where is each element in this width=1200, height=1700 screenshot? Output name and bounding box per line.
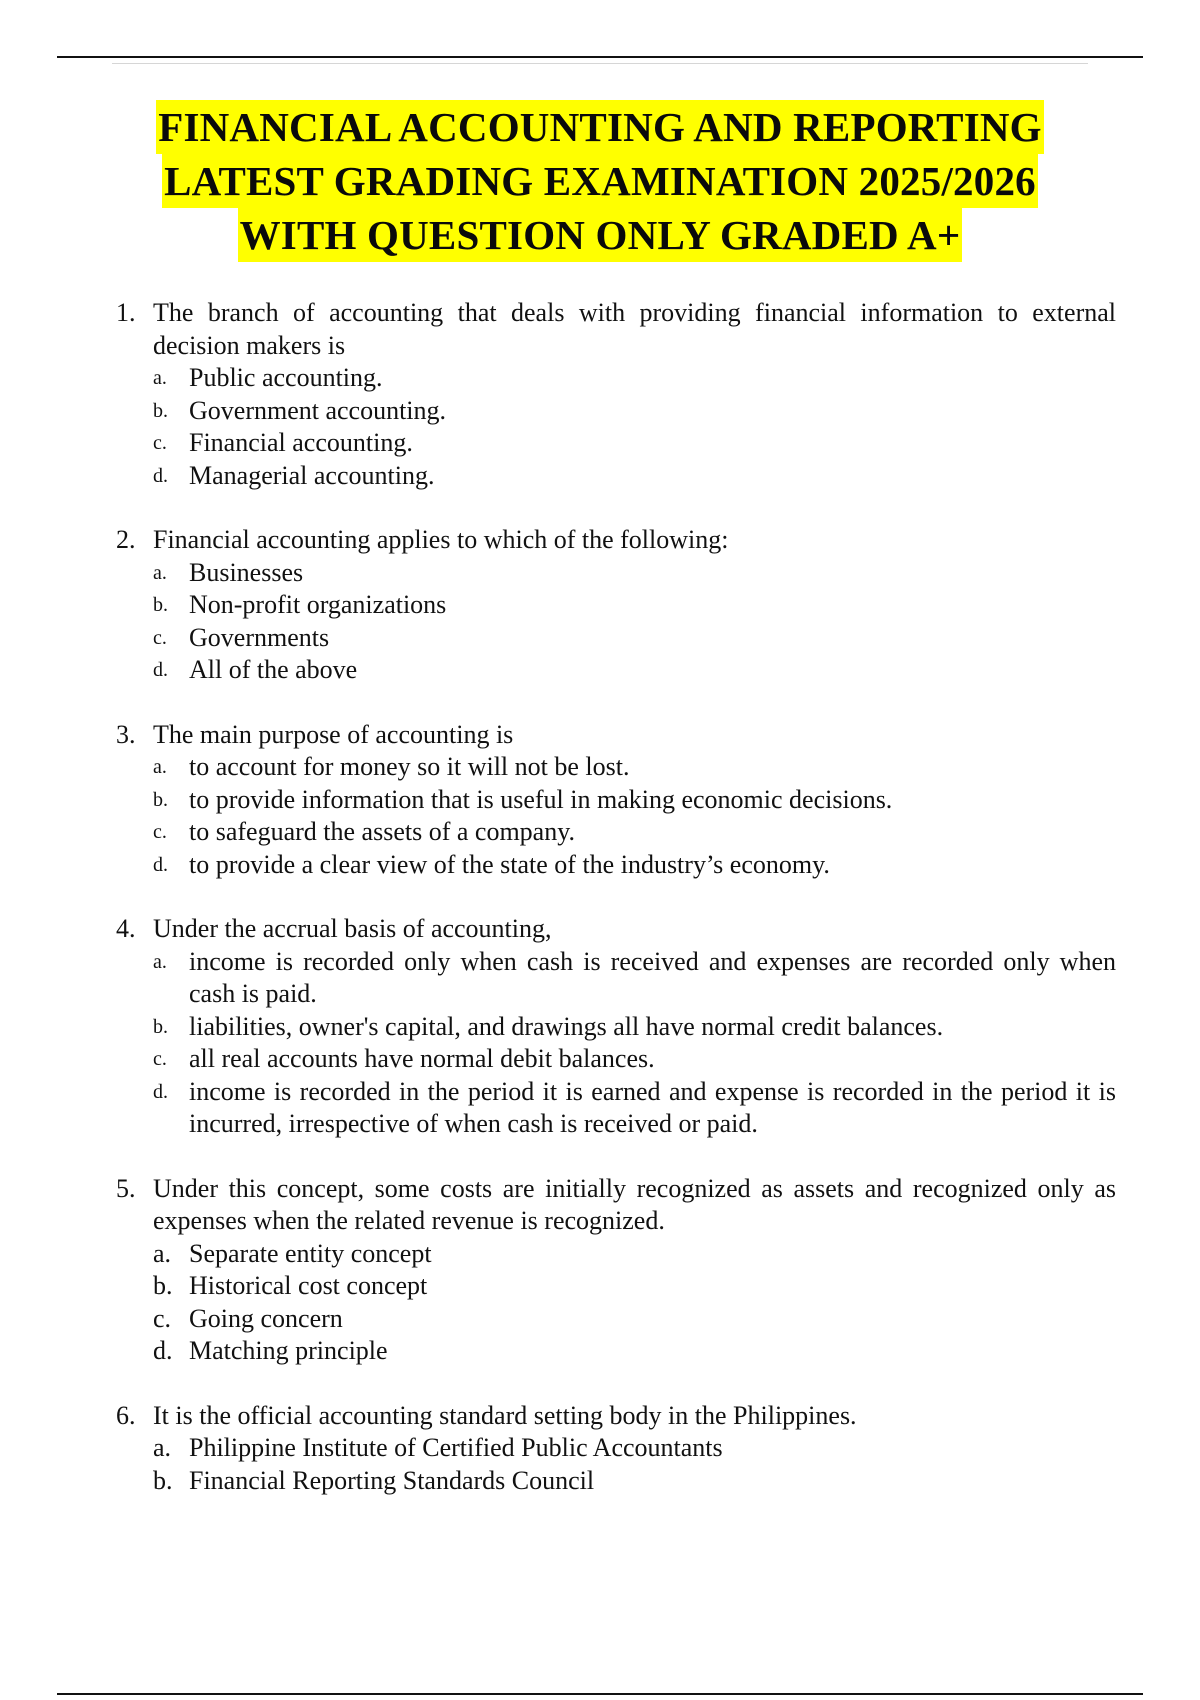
- title-line-1: FINANCIAL ACCOUNTING AND REPORTING: [156, 100, 1044, 154]
- option-text: liabilities, owner's capital, and drawings all have normal credit balances.: [189, 1011, 944, 1041]
- option-letter: b.: [153, 1465, 173, 1495]
- title-line-2: LATEST GRADING EXAMINATION 2025/2026: [162, 154, 1038, 208]
- option-b: [153, 1011, 1116, 1044]
- option-letter: c.: [153, 821, 167, 843]
- option-a: [153, 751, 1116, 784]
- option-letter: b.: [153, 1015, 168, 1038]
- option-text: Governments: [189, 622, 330, 652]
- option-a: [153, 362, 1116, 395]
- option-letter: c.: [153, 1303, 172, 1333]
- option-text: Philippine Institute of Certified Public Accountants: [189, 1433, 723, 1462]
- question-number: 4.: [116, 914, 136, 943]
- option-b: [153, 1465, 1116, 1498]
- question-number: 6.: [116, 1400, 136, 1430]
- option-b: [153, 1270, 1116, 1303]
- question-number: 2.: [116, 525, 136, 554]
- option-letter: c.: [153, 432, 167, 454]
- option-letter: a.: [153, 367, 167, 389]
- option-d: [153, 849, 1116, 882]
- option-text: to provide information that is useful in making economic decisions.: [189, 784, 893, 814]
- option-list: [153, 1432, 1116, 1497]
- option-text: Historical cost concept: [189, 1271, 428, 1300]
- document-title: [0, 100, 1200, 262]
- question-number: 3.: [116, 719, 136, 749]
- question-number: 5.: [116, 1173, 136, 1203]
- option-text: Matching principle: [189, 1336, 388, 1365]
- question-6: [116, 1400, 1116, 1498]
- option-text: Government accounting.: [189, 395, 447, 425]
- option-a: [153, 1432, 1116, 1465]
- question-5: [116, 1173, 1116, 1368]
- question-text: The branch of accounting that deals with providing financial information to external decision makers is: [153, 298, 1116, 360]
- question-2: [116, 524, 1116, 687]
- question-text: Financial accounting applies to which of the following:: [153, 525, 729, 554]
- option-d: [153, 1076, 1116, 1141]
- question-4: [116, 913, 1116, 1141]
- option-c: [153, 1303, 1116, 1336]
- option-text: to provide a clear view of the state of the industry’s economy.: [189, 849, 830, 879]
- option-letter: a.: [153, 950, 167, 973]
- option-text: Financial accounting.: [189, 428, 413, 457]
- option-text: Financial Reporting Standards Council: [189, 1465, 595, 1495]
- title-line-3: WITH QUESTION ONLY GRADED A+: [238, 208, 963, 262]
- bottom-rule: [57, 1693, 1143, 1695]
- option-text: income is recorded only when cash is received and expenses are recorded only when cash is paid.: [189, 946, 1116, 1008]
- option-letter: d.: [153, 1336, 173, 1365]
- option-text: Non-profit organizations: [189, 590, 447, 619]
- question-number: 1.: [116, 298, 136, 327]
- option-letter: b.: [153, 788, 168, 811]
- question-3: [116, 719, 1116, 882]
- option-list: [153, 946, 1116, 1141]
- option-text: all real accounts have normal debit balances.: [189, 1044, 655, 1073]
- question-text: It is the official accounting standard setting body in the Philippines.: [153, 1400, 857, 1430]
- option-letter: d.: [153, 853, 168, 876]
- option-letter: a.: [153, 756, 167, 778]
- option-c: [153, 1043, 1116, 1076]
- option-b: [153, 784, 1116, 817]
- option-list: [153, 362, 1116, 492]
- option-list: [153, 557, 1116, 687]
- option-letter: c.: [153, 1048, 167, 1070]
- option-d: [153, 654, 1116, 687]
- option-letter: c.: [153, 626, 167, 649]
- option-list: [153, 1238, 1116, 1368]
- option-c: [153, 622, 1116, 655]
- top-rule: [57, 56, 1143, 58]
- option-letter: a.: [153, 561, 167, 584]
- option-text: to account for money so it will not be lost.: [189, 752, 630, 781]
- option-b: [153, 395, 1116, 428]
- option-a: [153, 946, 1116, 1011]
- option-d: [153, 1335, 1116, 1368]
- option-letter: d.: [153, 659, 168, 681]
- option-letter: a.: [153, 1238, 172, 1268]
- question-text: Under the accrual basis of accounting,: [153, 914, 552, 943]
- question-1: [116, 297, 1116, 492]
- option-c: [153, 427, 1116, 460]
- option-letter: d.: [153, 1080, 168, 1103]
- header-divider: [112, 63, 1088, 64]
- option-c: [153, 816, 1116, 849]
- option-list: [153, 751, 1116, 881]
- option-text: Businesses: [189, 557, 304, 587]
- option-letter: d.: [153, 464, 168, 487]
- option-letter: b.: [153, 594, 168, 616]
- option-text: Separate entity concept: [189, 1238, 432, 1268]
- option-a: [153, 557, 1116, 590]
- question-list: [116, 297, 1116, 1529]
- option-text: All of the above: [189, 655, 358, 684]
- option-letter: b.: [153, 399, 168, 422]
- option-b: [153, 589, 1116, 622]
- option-text: Public accounting.: [189, 363, 383, 392]
- option-text: Managerial accounting.: [189, 460, 435, 490]
- option-d: [153, 460, 1116, 493]
- option-text: income is recorded in the period it is earned and expense is recorded in the period it is incurred, irrespective of when cash is received or paid.: [189, 1076, 1116, 1138]
- option-letter: a.: [153, 1433, 172, 1462]
- question-text: Under this concept, some costs are initially recognized as assets and recognized only as expenses when the related revenue is recognized.: [153, 1173, 1116, 1235]
- option-letter: b.: [153, 1271, 173, 1300]
- option-a: [153, 1238, 1116, 1271]
- option-text: Going concern: [189, 1303, 343, 1333]
- question-text: The main purpose of accounting is: [153, 719, 514, 749]
- option-text: to safeguard the assets of a company.: [189, 817, 576, 846]
